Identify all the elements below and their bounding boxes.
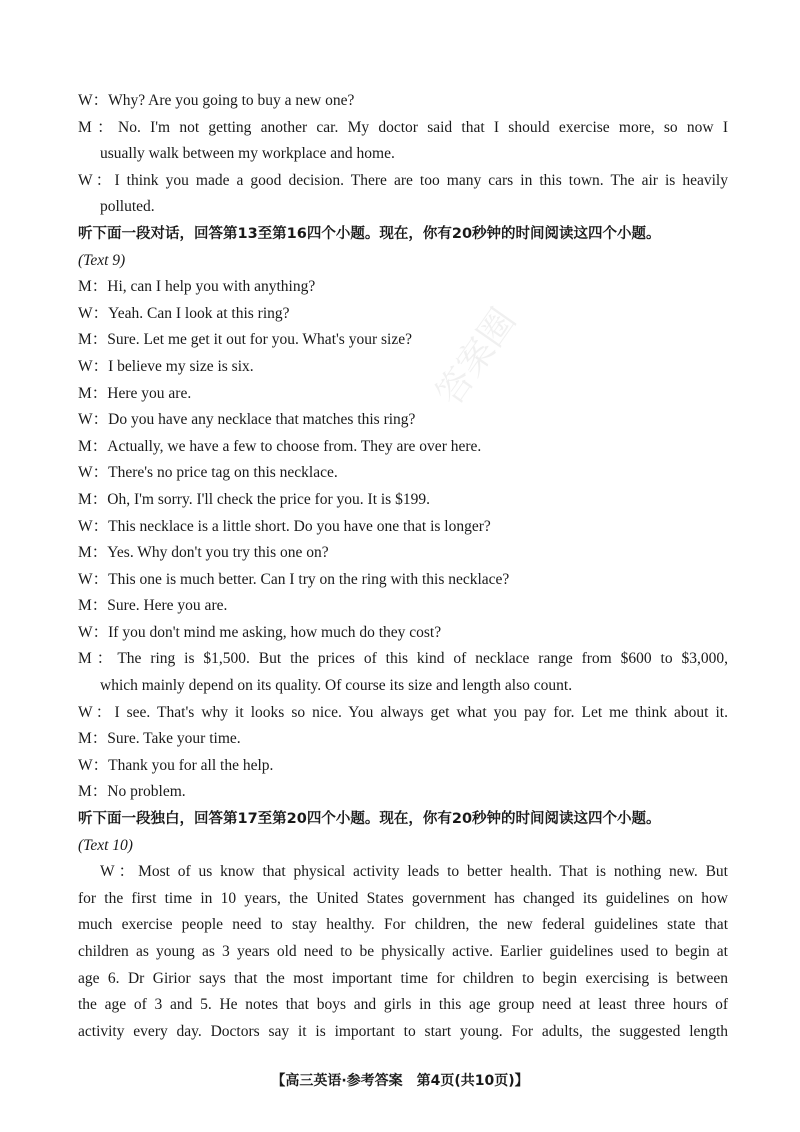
dialogue-line-continuation: polluted. [100,198,155,216]
dialogue-line: M：Here you are. [78,384,192,402]
section-label-text10 [78,833,728,860]
monologue-line: the age of 3 and 5. He notes that boys and girls in this age group need at least three hours of [78,996,728,1014]
text9-label: (Text 9) [78,251,126,269]
dialogue-line: M：Yes. Why don't you try this one on? [78,544,329,562]
section-label-text9 [78,248,728,275]
dialogue-line: W：Do you have any necklace that matches this ring? [78,411,416,429]
dialogue-line: W：There's no price tag on this necklace. [78,464,338,482]
dialogue-line: W：If you don't mind me asking, how much do they cost? [78,623,442,641]
monologue-line: much exercise people need to stay healthy. For children, the new federal guidelines state that [78,916,728,934]
dialogue-line: W：I think you made a good decision. There are too many cars in this town. The air is heavily [78,171,728,189]
instruction-text: 听下面一段对话，回答第13至第16四个小题。现在，你有20秒钟的时间阅读这四个小题。 [78,225,661,242]
dialogue-line: W：Thank you for all the help. [78,756,274,774]
monologue-line: children as young as 3 years old need to be physically active. Earlier guidelines used to begin at [78,943,728,960]
dialogue-line: W：This necklace is a little short. Do you have one that is longer? [78,517,491,535]
dialogue-line: M：Oh, I'm sorry. I'll check the price for you. It is $199. [78,490,430,508]
dialogue-line: M：The ring is $1,500. But the prices of this kind of necklace range from $600 to $3,000, [78,650,728,668]
watermark: 答案圈 [428,301,525,414]
dialogue-line-continuation: usually walk between my workplace and home. [100,145,395,163]
dialogue-line: W：I believe my size is six. [78,357,254,375]
dialogue-line: M：Hi, can I help you with anything? [78,278,316,296]
dialogue-line: M：Sure. Let me get it out for you. What's your size? [78,331,412,349]
dialogue-line: M：Actually, we have a few to choose from. They are over here. [78,437,482,455]
monologue-line: for the first time in 10 years, the United States government has changed its guidelines on how [78,889,728,907]
dialogue-line: W：This one is much better. Can I try on the ring with this necklace? [78,570,510,588]
text10-label: (Text 10) [78,836,133,854]
document-body [78,88,728,1045]
instruction-text: 听下面一段独白，回答第17至第20四个小题。现在，你有20秒钟的时间阅读这四个小题。 [78,811,661,828]
dialogue-line: M：No. I'm not getting another car. My doctor said that I should exercise more, so now I [78,118,728,136]
dialogue-line: M：Sure. Here you are. [78,597,228,615]
dialogue-line: W：I see. That's why it looks so nice. You always get what you pay for. Let me think about it. [78,703,728,721]
dialogue-line: M：No problem. [78,783,186,801]
monologue-line: W：Most of us know that physical activity leads to better health. That is nothing new. But [100,863,728,881]
monologue-line: activity every day. Doctors say it is important to start young. For adults, the suggested length [78,1022,728,1040]
dialogue-line: W：Why? Are you going to buy a new one? [78,92,355,109]
page-footer: 【高三英语·参考答案 第4页(共10页)】 [271,1073,529,1089]
dialogue-line: M：Sure. Take your time. [78,730,241,748]
dialogue-line-continuation: which mainly depend on its quality. Of course its size and length also count. [100,677,573,695]
monologue-line: age 6. Dr Girior says that the most important time for children to begin exercising is between [78,969,728,987]
dialogue-line: W：Yeah. Can I look at this ring? [78,304,290,322]
